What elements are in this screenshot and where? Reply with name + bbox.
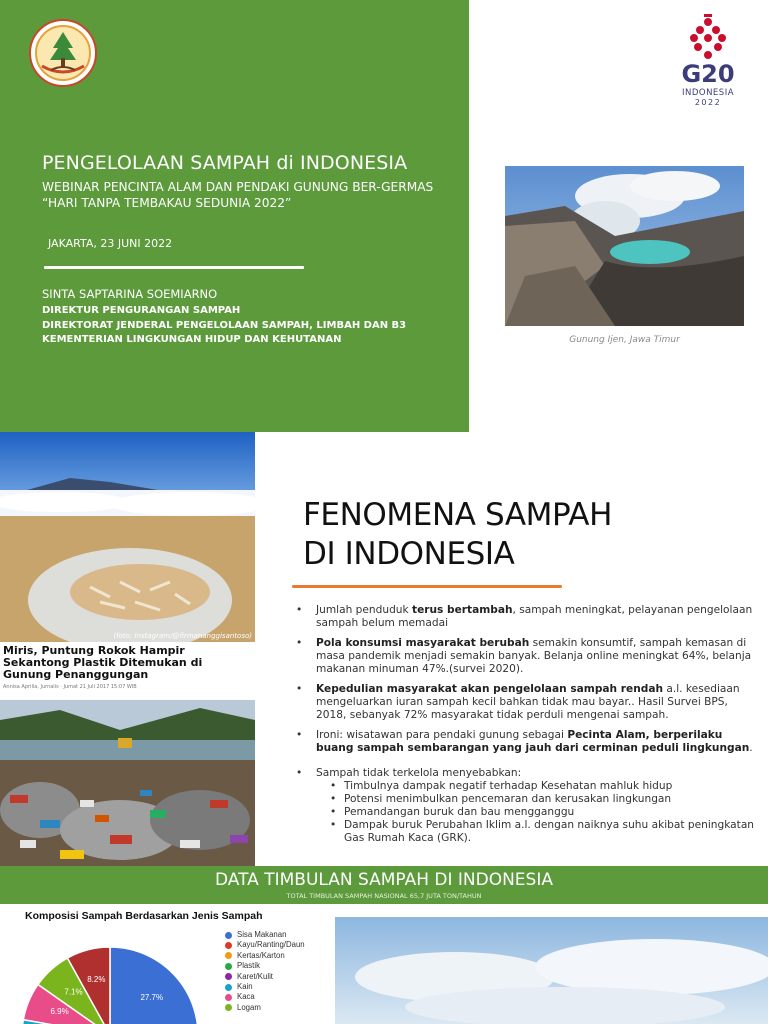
photo-gunung-ijen xyxy=(505,166,744,326)
bullet-irony: • Ironi: wisatawan para pendaki gunung sebagai Pecinta Alam, berperilaku buang sampah sembarangan yang jauh dari cerminan peduli lingkungan. xyxy=(290,729,760,755)
slide2-bullet-list xyxy=(290,604,760,845)
presenter-name: SINTA SAPTARINA SOEMIARNO xyxy=(42,287,218,301)
pie-slice-label: 6.9% xyxy=(50,1007,69,1017)
legend-label: Karet/Kulit xyxy=(237,971,273,981)
legend-swatch xyxy=(225,994,232,1001)
bullet-population: • Jumlah penduduk terus bertambah, sampah meningkat, pelayanan pengelolaan sampah belum memadai xyxy=(290,604,760,630)
photo1-headline-1: Miris, Puntung Rokok Hampir xyxy=(3,644,185,657)
slide1-date: JAKARTA, 23 JUNI 2022 xyxy=(48,237,173,250)
legend-label: Kain xyxy=(237,981,253,991)
legend-item xyxy=(225,951,305,961)
legend-item xyxy=(225,940,305,950)
slide2-title-line1: FENOMENA SAMPAH xyxy=(303,497,613,533)
chart-title: Komposisi Sampah Berdasarkan Jenis Sampah xyxy=(25,910,263,922)
photo1-byline: Annisa Aprilia, Jurnalis · Jumat 21 Juli 2017 15:07 WIB xyxy=(3,684,137,690)
waste-composition-pie-chart xyxy=(20,925,210,1024)
legend-swatch xyxy=(225,952,232,959)
photo1-credit: (foto: Instagram/@firmananggisantoso) xyxy=(113,632,252,640)
legend-label: Plastik xyxy=(237,961,260,971)
legend-label: Logam xyxy=(237,1002,261,1012)
legend-label: Sisa Makanan xyxy=(237,930,287,939)
slide2-orange-divider xyxy=(292,585,562,588)
g20-emblem-icon xyxy=(664,12,752,110)
photo-caption: Gunung Ijen, Jawa Timur xyxy=(569,335,680,345)
legend-swatch xyxy=(225,932,232,939)
legend-item xyxy=(225,992,305,1002)
pie-slice-label: 8.2% xyxy=(87,975,106,985)
sub-item-climate: • Dampak buruk Perubahan Iklim a.l. dengan naiknya suhu akibat peningkatan Gas Rumah Kaca (GRK). xyxy=(330,819,760,845)
photo1-headline-3: Gunung Penanggungan xyxy=(3,668,149,681)
legend-item xyxy=(225,930,305,940)
sub-item-pollution: • Potensi menimbulkan pencemaran dan kerusakan lingkungan xyxy=(330,793,760,806)
legend-item xyxy=(225,961,305,971)
slide1-subtitle-webinar: WEBINAR PENCINTA ALAM DAN PENDAKI GUNUNG BER-GERMAS xyxy=(42,180,434,194)
slide1-subtitle-event: “HARI TANPA TEMBAKAU SEDUNIA 2022” xyxy=(42,196,292,210)
legend-item xyxy=(225,972,305,982)
slide2-title-line2: DI INDONESIA xyxy=(303,536,515,572)
slide3-subtitle: TOTAL TIMBULAN SAMPAH NASIONAL 65,7 JUTA TON/TAHUN xyxy=(286,892,482,900)
legend-swatch xyxy=(225,1004,232,1011)
legend-swatch xyxy=(225,963,232,970)
g20-logo xyxy=(664,12,752,110)
legend-label: Kaca xyxy=(237,992,255,1002)
klhk-logo-icon xyxy=(26,18,100,88)
presenter-role-3: KEMENTERIAN LINGKUNGAN HIDUP DAN KEHUTANAN xyxy=(42,334,342,345)
legend-label: Kertas/Karton xyxy=(237,950,285,960)
legend-swatch xyxy=(225,984,232,991)
slide1-divider xyxy=(44,266,304,269)
svg-text:INDONESIA: INDONESIA xyxy=(681,88,735,98)
pie-slice xyxy=(110,947,198,1024)
presenter-role-1: DIREKTUR PENGURANGAN SAMPAH xyxy=(42,305,241,316)
slide3-title: DATA TIMBULAN SAMPAH DI INDONESIA xyxy=(215,870,553,890)
svg-text:G20: G20 xyxy=(681,60,735,88)
sub-item-scenery: • Pemandangan buruk dan bau mengganggu xyxy=(330,806,760,819)
slide1-title: PENGELOLAAN SAMPAH di INDONESIA xyxy=(42,152,408,174)
chart-legend xyxy=(225,930,305,1013)
presenter-role-2: DIREKTORAT JENDERAL PENGELOLAAN SAMPAH, LIMBAH DAN B3 xyxy=(42,320,407,331)
svg-text:2022: 2022 xyxy=(694,98,722,107)
bullet-consumption: • Pola konsumsi masyarakat berubah semakin konsumtif, sampah kemasan di masa pandemik menjadi semakin banyak. Belanja online meningkat 64%, belanja makanan minuman 47%.(survei 2020). xyxy=(290,637,760,676)
legend-swatch xyxy=(225,942,232,949)
legend-swatch xyxy=(225,973,232,980)
photo-sky-landscape xyxy=(335,917,768,1024)
photo-cigarette-butts xyxy=(0,432,255,690)
photo-trash-lake xyxy=(0,700,255,866)
pie-slice-label: 27.7% xyxy=(140,992,164,1002)
photo1-headline-2: Sekantong Plastik Ditemukan di xyxy=(3,656,203,669)
bullet-unmanaged-waste: • Sampah tidak terkelola menyebabkan: • Timbulnya dampak negatif terhadap Kesehatan mahluk hidup • Potensi menimbulkan pencemaran dan kerusakan lingkungan • Pemandangan buruk dan bau mengganggu • Dampak buruk Perubahan Iklim a.l. dengan naiknya suhu akibat peningkatan Gas Rumah Kaca (GRK). xyxy=(290,767,760,845)
pie-slice-label: 7.1% xyxy=(64,987,83,997)
bullet-awareness: • Kepedulian masyarakat akan pengelolaan sampah rendah a.l. kesediaan mengeluarkan iuran sampah kecil bahkan tidak mau bayar.. Hasil Survei BPS, 2018, sebanyak 72% masyarakat tidak perduli mengenai sampah. xyxy=(290,683,760,722)
legend-item xyxy=(225,1003,305,1013)
legend-label: Kayu/Ranting/Daun xyxy=(237,940,305,950)
sub-item-health: • Timbulnya dampak negatif terhadap Kesehatan mahluk hidup xyxy=(330,780,760,793)
legend-item xyxy=(225,982,305,992)
